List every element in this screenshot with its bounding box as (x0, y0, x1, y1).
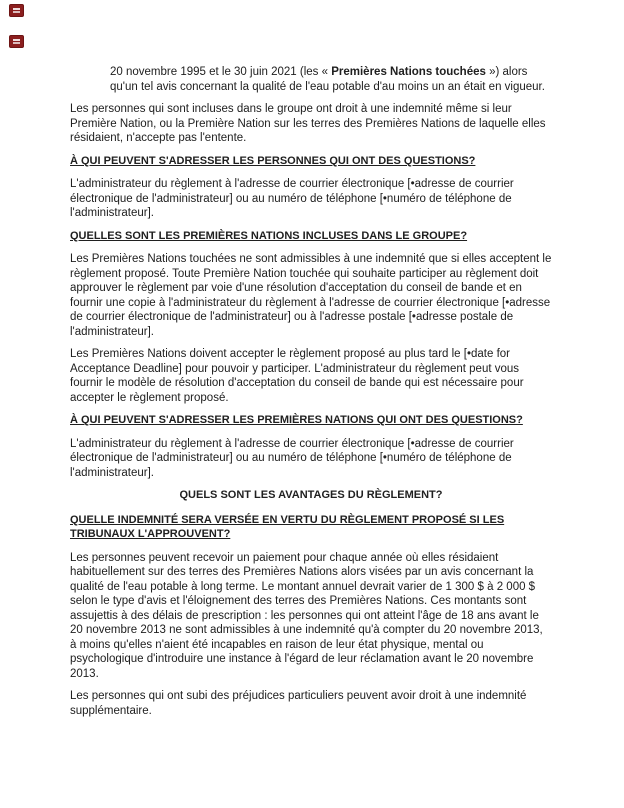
comment-marker-icon[interactable] (9, 35, 24, 48)
heading-contact-first-nations: À QUI PEUVENT S'ADRESSER LES PREMIÈRES NATIONS QUI ONT DES QUESTIONS? (70, 414, 523, 426)
para-specified-injuries: Les personnes qui ont subi des préjudices particuliers peuvent avoir droit à une indemnité supplémentaire. (70, 690, 527, 717)
para-admin-contact-2: L'administrateur du règlement à l'adresse de courrier électronique [•adresse de courrier électronique de l'administrateur] ou au numéro de téléphone [•numéro de téléphone de l'administrateur]. (70, 437, 514, 479)
heading-compensation-amount: QUELLE INDEMNITÉ SERA VERSÉE EN VERTU DU RÈGLEMENT PROPOSÉ SI LES TRIBUNAUX L'APPROUVENT? (70, 513, 505, 540)
heading-contact-persons: À QUI PEUVENT S'ADRESSER LES PERSONNES QUI ONT DES QUESTIONS? (70, 154, 476, 167)
text-run: 20 novembre 1995 et le 30 juin 2021 (les « (110, 66, 332, 78)
para-admin-contact-1: L'administrateur du règlement à l'adresse de courrier électronique [•adresse de courrier électronique de l'administrateur] ou au numéro de téléphone [•numéro de téléphone de l'administrateur]. (70, 178, 514, 219)
document-content (70, 65, 552, 726)
heading-included-first-nations: QUELLES SONT LES PREMIÈRES NATIONS INCLUSES DANS LE GROUPE? (70, 229, 468, 242)
heading-settlement-benefits: QUELS SONT LES AVANTAGES DU RÈGLEMENT? (179, 489, 443, 501)
para-first-nations-acceptance: Les Premières Nations touchées ne sont admissibles à une indemnité que si elles acceptent le règlement proposé. Toute Première Nation touchée qui souhaite participer au règlement doit approuver le règlement par voie d'une résolution d'acceptation du conseil de bande et en fournir une copie à l'administrateur du règlement à l'adresse de courrier électronique [•adresse de courrier électronique de l'administrateur] ou à l'adresse postale [•adresse postale de l'administrateur]. (70, 253, 552, 338)
para-payment-details: Les personnes peuvent recevoir un paiement pour chaque année où elles résidaient habituellement sur des terres des Premières Nations alors visées par un avis concernant la qualité de l'eau potable à long terme. Le montant annuel devrait varier de 1 300 $ à 2 000 $ selon le type d'avis et l'éloignement des terres des Premières Nations. Ces montants sont assujettis à des délais de prescription : les personnes qui ont atteint l'âge de 18 ans avant le 20 novembre 2013 ne sont admissibles à une indemnité qu'à compter du 20 novembre 2013, à moins qu'elles n'aient été incapables en raison de leur état physique, mental ou psychologique d'introduire une instance à l'égard de leur réclamation avant le 20 novembre 2013. (70, 551, 543, 680)
text-run: ») alors qu'un tel avis concernant la qualité de l'eau potable d'au moins un an était en vigueur. (110, 66, 545, 93)
bold-defined-term: Premières Nations touchées (331, 66, 486, 78)
para-acceptance-deadline: Les Premières Nations doivent accepter le règlement proposé au plus tard le [•date for Acceptance Deadline] pour pouvoir y participer. L'administrateur du règlement peut vous fournir le modèle de résolution d'acceptation du conseil de bande qui est nécessaire pour accepter le règlement proposé. (70, 348, 524, 404)
para-notice-period (110, 65, 552, 94)
comment-marker-icon[interactable] (9, 4, 24, 17)
para-group-entitlement: Les personnes qui sont incluses dans le groupe ont droit à une indemnité même si leur Première Nation, ou la Première Nation sur les terres des Premières Nations de laquelle elles résidaient, n'accepte pas l'entente. (70, 103, 546, 144)
